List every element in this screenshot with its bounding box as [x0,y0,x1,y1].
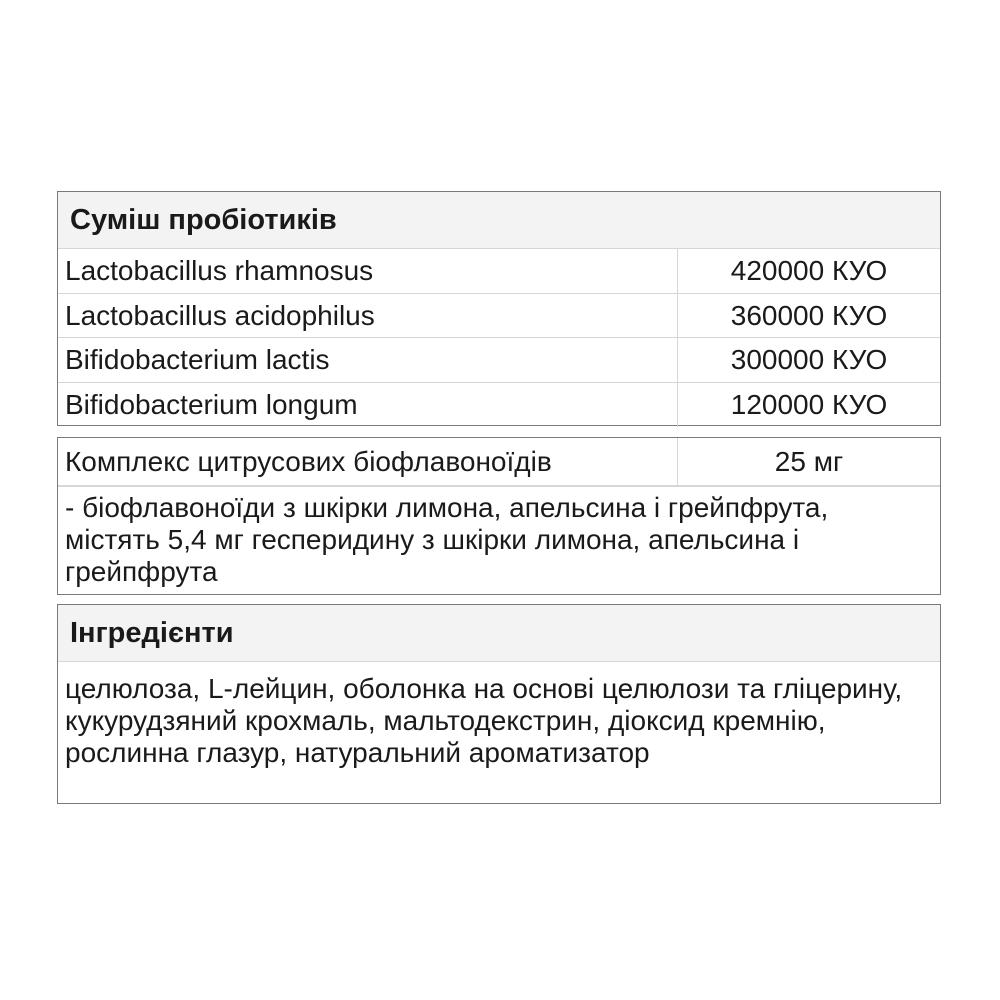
ingredient-amount: 360000 КУО [730,299,888,331]
bioflavonoids-table [57,437,941,595]
table-row [58,249,940,294]
probiotics-table [57,191,941,426]
bioflavonoids-note: - біофлавоноїди з шкірки лимона, апельсина і грейпфрута, містять 5,4 мг гесперидину з шкірки лимона, апельсина і грейпфрута [58,486,940,588]
table-row [58,338,940,383]
ingredient-name: Bifidobacterium longum [58,383,678,428]
probiotics-title: Суміш пробіотиків [58,192,940,249]
table-row [58,383,940,428]
ingredient-name: Lactobacillus rhamnosus [58,249,678,293]
ingredient-name: Комплекс цитрусових біофлавоноїдів [58,438,678,485]
ingredient-name: Lactobacillus acidophilus [58,294,678,338]
ingredients-title: Інгредієнти [58,605,940,662]
ingredient-name: Bifidobacterium lactis [58,338,678,382]
ingredients-text: целюлоза, L-лейцин, оболонка на основі целюлози та гліцерину, кукурудзяний крохмаль, мальтодекстрин, діоксид кремнію, рослинна глазур, натуральний ароматизатор [65,673,903,768]
ingredient-amount: 25 мг [774,446,844,477]
table-row [58,438,940,486]
ingredient-amount: 120000 КУО [730,388,888,420]
ingredient-amount: 420000 КУО [730,255,888,286]
ingredients-table [57,604,941,804]
ingredient-amount: 300000 КУО [730,344,888,375]
table-row [58,294,940,339]
